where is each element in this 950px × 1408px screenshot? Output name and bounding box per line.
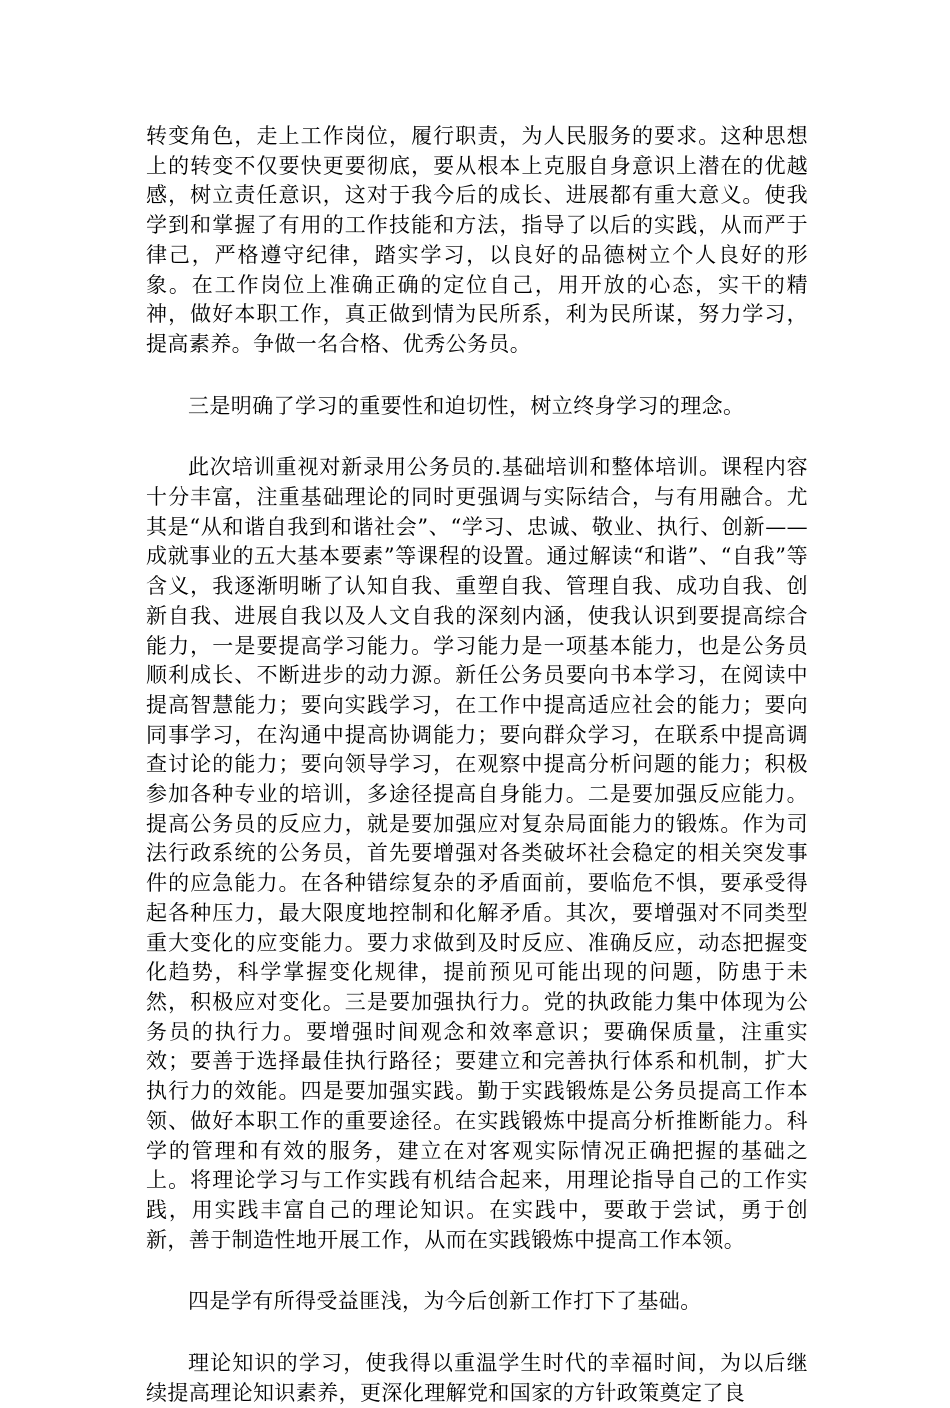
- paragraph-theory: 理论知识的学习，使我得以重温学生时代的幸福时间，为以后继续提高理论知识素养，更深化理解党和国家的方针政策奠定了良: [146, 1351, 808, 1405]
- section-heading-three: 三是明确了学习的重要性和迫切性，树立终身学习的理念。: [188, 393, 745, 418]
- paragraph-training: 此次培训重视对新录用公务员的.基础培训和整体培训。课程内容十分丰富，注重基础理论的同时更强调与实际结合，与有用融合。尤其是“从和谐自我到和谐社会”、“学习、忠诚、敬业、执行、创新——成就事业的五大基本要素”等课程的设置。通过解读“和谐”、“自我”等含义，我逐渐明晰了认知自我、重塑自我、管理自我、成功自我、创新自我、进展自我以及人文自我的深刻内涵，使我认识到要提高综合能力，一是要提高学习能力。学习能力是一项基本能力，也是公务员顺利成长、不断进步的动力源。新任公务员要向书本学习，在阅读中提高智慧能力；要向实践学习，在工作中提高适应社会的能力；要向同事学习，在沟通中提高协调能力；要向群众学习，在联系中提高调查讨论的能力；要向领导学习，在观察中提高分析问题的能力；积极参加各种专业的培训，多途径提高自身能力。二是要加强反应能力。提高公务员的反应力，就是要加强应对复杂局面能力的锻炼。作为司法行政系统的公务员，首先要增强对各类破坏社会稳定的相关突发事件的应急能力。在各种错综复杂的矛盾面前，要临危不惧，要承受得起各种压力，最大限度地控制和化解矛盾。其次，要增强对不同类型重大变化的应变能力。要力求做到及时反应、准确反应，动态把握变化趋势，科学掌握变化规律，提前预见可能出现的问题，防患于未然，积极应对变化。三是要加强执行力。党的执政能力集中体现为公务员的执行力。要增强时间观念和效率意识；要确保质量，注重实效；要善于选择最佳执行路径；要建立和完善执行体系和机制，扩大执行力的效能。四是要加强实践。勤于实践锻炼是公务员提高工作本领、做好本职工作的重要途径。在实践锻炼中提高分析推断能力。科学的管理和有效的服务，建立在对客观实际情况正确把握的基础之上。将理论学习与工作实践有机结合起来，用理论指导自己的工作实践，用实践丰富自己的理论知识。在实践中，要敢于尝试，勇于创新，善于制造性地开展工作，从而在实践锻炼中提高工作本领。: [146, 455, 808, 1252]
- paragraph-continuation: 转变角色，走上工作岗位，履行职责，为人民服务的要求。这种思想上的转变不仅要快更要彻底，要从根本上克服自身意识上潜在的优越感，树立责任意识，这对于我今后的成长、进展都有重大意义。使我学到和掌握了有用的工作技能和方法，指导了以后的实践，从而严于律己，严格遵守纪律，踏实学习，以良好的品德树立个人良好的形象。在工作岗位上准确正确的定位自己，用开放的心态，实干的精神，做好本职工作，真正做到情为民所系，利为民所谋，努力学习，提高素养。争做一名合格、优秀公务员。: [146, 124, 808, 356]
- section-heading-four: 四是学有所得受益匪浅，为今后创新工作打下了基础。: [188, 1289, 702, 1314]
- document-body: [146, 122, 808, 1408]
